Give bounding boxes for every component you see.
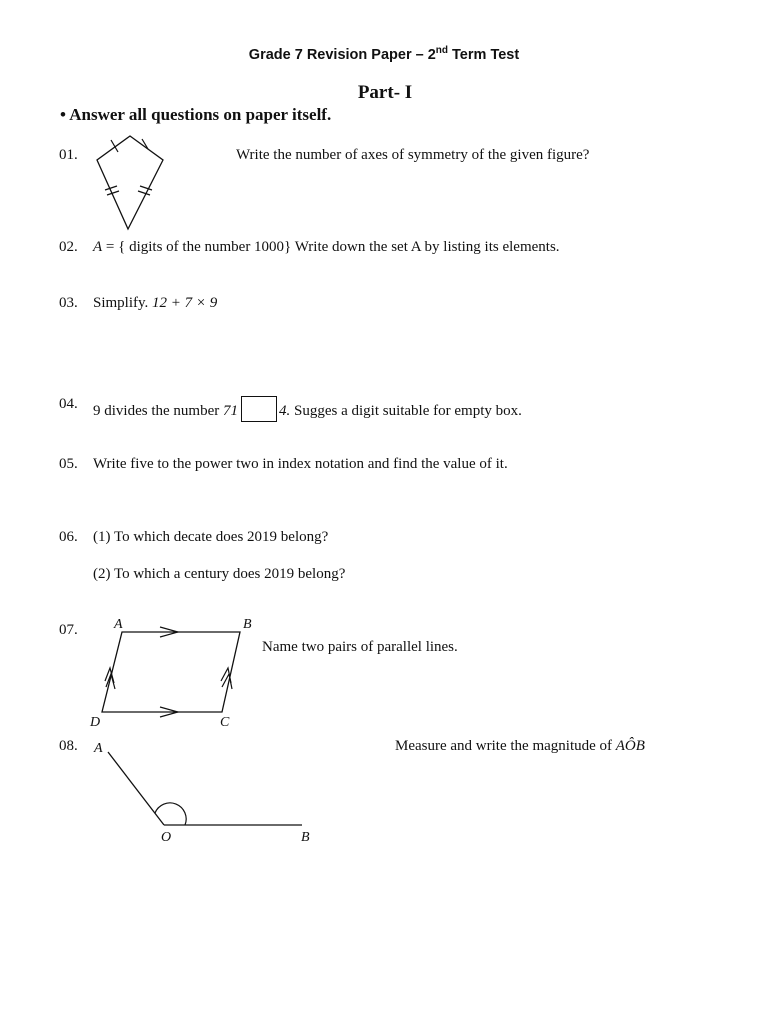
q3-text: Simplify. 12 + 7 × 9 xyxy=(93,295,218,311)
q7-label-d: D xyxy=(90,715,101,730)
q7-number: 07. xyxy=(59,622,78,638)
q1-number: 01. xyxy=(59,147,78,163)
instruction: • Answer all questions on paper itself. xyxy=(60,105,332,124)
part-heading: Part- I xyxy=(357,82,413,103)
q7-label-c: C xyxy=(220,715,230,730)
q3-number: 03. xyxy=(59,295,78,311)
q8-number: 08. xyxy=(59,738,78,754)
q5-number: 05. xyxy=(59,456,78,472)
paper-title: Grade 7 Revision Paper – 2nd Term Test xyxy=(248,45,520,63)
q5-text: Write five to the power two in index notation and find the value of it. xyxy=(93,456,508,472)
q7-text: Name two pairs of parallel lines. xyxy=(262,639,458,655)
q4-text: 9 divides the number 71 4. Sugges a digit suitable for empty box. xyxy=(93,396,522,422)
q2-text: A = { digits of the number 1000} Write down the set A by listing its elements. xyxy=(93,239,560,255)
q6-part1: (1) To which decate does 2019 belong? xyxy=(93,529,329,545)
q6-number: 06. xyxy=(59,529,78,545)
q4-number: 04. xyxy=(59,396,78,412)
q8-label-o: O xyxy=(161,830,172,845)
q7-label-a: A xyxy=(114,617,123,632)
q8-label-b: B xyxy=(301,830,310,845)
q2-number: 02. xyxy=(59,239,78,255)
q8-text: Measure and write the magnitude of AÔB xyxy=(395,738,645,754)
q8-label-a: A xyxy=(94,741,103,756)
q7-label-b: B xyxy=(243,617,252,632)
q6-part2: (2) To which a century does 2019 belong? xyxy=(93,566,346,582)
title-superscript: nd xyxy=(435,45,448,56)
q1-text: Write the number of axes of symmetry of the given figure? xyxy=(236,147,590,163)
empty-digit-box[interactable] xyxy=(241,396,277,422)
angle-aob: AÔB xyxy=(615,738,645,754)
bullet-icon: • xyxy=(60,105,66,124)
